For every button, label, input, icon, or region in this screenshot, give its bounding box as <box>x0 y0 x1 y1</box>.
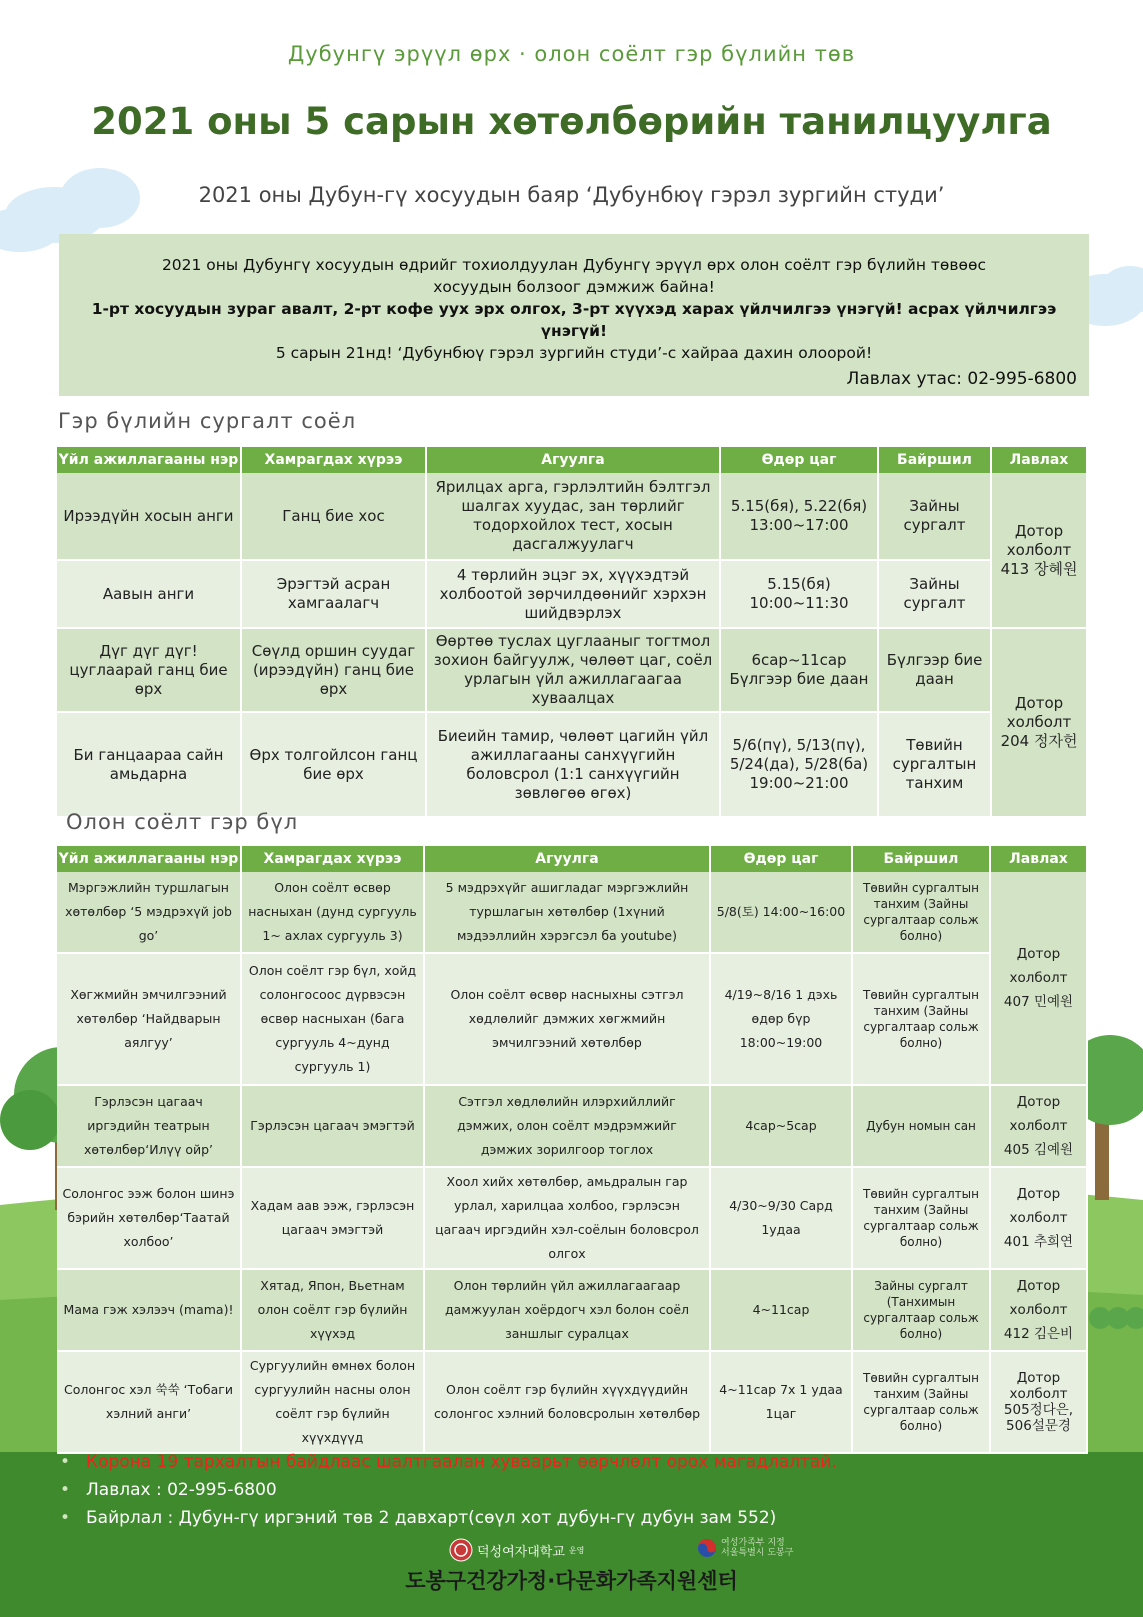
table-header: Агуулга <box>424 846 710 872</box>
program-name: Гэрлэсэн цагаач иргэдийн театрын хөтөлбөр‘Илүү ойр’ <box>57 1085 241 1167</box>
program-name: Аавын анги <box>57 560 241 628</box>
org-line: Дубунгү эрүүл өрх · олон соёлт гэр бүлийн төв <box>287 42 856 66</box>
program-content: Олон төрлийн үйл ажиллагаагаар дамжуулан хоёрдогч хэл болон соёл заншлыг суралцах <box>424 1269 710 1351</box>
footer-notes <box>60 1448 837 1532</box>
program-target: Хятад, Япон, Вьетнам олон соёлт гэр бүлийн хүүхэд <box>241 1269 424 1351</box>
table-row <box>57 953 1087 1085</box>
program-time: 5/8(토) 14:00~16:00 <box>710 872 852 953</box>
table-row <box>57 1269 1087 1351</box>
intro-box <box>59 234 1089 396</box>
ministry-line1: 여성가족부 지정 <box>721 1538 785 1548</box>
table-header: Хамрагдах хүрээ <box>241 846 424 872</box>
page-subtitle: 2021 оны Дубун-гү хосуудын баяр ‘Дубунбюү гэрэл зургийн студи’ <box>198 183 945 207</box>
university-seal-icon <box>449 1538 473 1562</box>
program-contact: Дотор холболт 407 민예원 <box>990 872 1087 1085</box>
program-target: Өрх толгойлсон ганц бие өрх <box>241 712 426 817</box>
program-name: Мэргэжлийн туршлагын хөтөлбөр ‘5 мэдрэхүй job go’ <box>57 872 241 953</box>
program-time: 4/19~8/16 1 дэхь өдөр бүр 18:00~19:00 <box>710 953 852 1085</box>
note-address: • Байрлал : Дубун-гү иргэний төв 2 давхарт(сөүл хот дубун-гү дубун зам 552) <box>60 1504 837 1532</box>
table-header: Хамрагдах хүрээ <box>241 447 426 473</box>
page-title: 2021 оны 5 сарын хөтөлбөрийн танилцуулга <box>91 100 1052 143</box>
program-target: Гэрлэсэн цагаач эмэгтэй <box>241 1085 424 1167</box>
program-time: 5.15(бя), 5.22(бя) 13:00~17:00 <box>720 473 878 560</box>
table-header: Үйл ажиллагааны нэр <box>57 846 241 872</box>
program-contact: Дотор холболт 505정다은, 506설문경 <box>990 1351 1087 1453</box>
program-place: Төвийн сургалтын танхим (Зайны сургалтаар сольж болно) <box>852 1167 990 1269</box>
program-target: Олон соёлт гэр бүл, хойд солонгосоос дүрвэсэн өсвөр насныхан (бага сургууль 4~дунд сургууль 1) <box>241 953 424 1085</box>
program-place: Төвийн сургалтын танхим (Зайны сургалтаар сольж болно) <box>852 953 990 1085</box>
program-place: Дубун номын сан <box>852 1085 990 1167</box>
section-title-family-education: Гэр бүлийн сургалт соёл <box>58 409 357 433</box>
table-header: Агуулга <box>426 447 720 473</box>
program-content: Хоол хийх хөтөлбөр, амьдралын гар урлал, харилцаа холбоо, гэрлэсэн цагаач иргэдийн хэл-соёлын боловсрол олгох <box>424 1167 710 1269</box>
program-time: 5/6(пү), 5/13(пү), 5/24(да), 5/28(ба) 19:00~21:00 <box>720 712 878 817</box>
program-contact: Дотор холболт 412 김은비 <box>990 1269 1087 1351</box>
program-place: Зайны сургалт <box>878 473 991 560</box>
university-role: 운영 <box>568 1545 585 1555</box>
table-row <box>57 1351 1087 1453</box>
program-content: 4 төрлийн эцэг эх, хүүхэдтэй холбоотой зөрчилдөөнийг хэрхэн шийдвэрлэх <box>426 560 720 628</box>
table-header: Үйл ажиллагааны нэр <box>57 447 241 473</box>
program-contact: Дотор холболт 405 김예원 <box>990 1085 1087 1167</box>
program-name: Ирээдүйн хосын анги <box>57 473 241 560</box>
program-content: Сэтгэл хөдлөлийн илэрхийллийг дэмжих, олон соёлт мэдрэмжийг дэмжих зорилгоор тоглох <box>424 1085 710 1167</box>
program-place: Бүлгээр бие даан <box>878 628 991 712</box>
intro-line: 5 сарын 21нд! ‘Дубунбюү гэрэл зургийн студи’-с хайраа дахин олоорой! <box>275 344 873 362</box>
note-covid: • Корона 19 тархалтын байдлаас шалтгаалан хуваарьт өөрчлөлт орох магадлалтай. <box>60 1448 837 1476</box>
taegeuk-icon <box>697 1538 717 1558</box>
program-time: 4~11сар <box>710 1269 852 1351</box>
table-header: Лавлах <box>990 846 1087 872</box>
table-row <box>57 1167 1087 1269</box>
program-contact: Дотор холболт 204 정자헌 <box>991 628 1087 817</box>
program-place: Төвийн сургалтын танхим (Зайны сургалтаар сольж болно) <box>852 872 990 953</box>
program-target: Сөүлд оршин суудаг (ирээдүйн) ганц бие өрх <box>241 628 426 712</box>
program-content: 5 мэдрэхүйг ашигладаг мэргэжлийн туршлагын хөтөлбөр (1хүний мэдээллийн хэрэгсэл ба youtube) <box>424 872 710 953</box>
program-time: 4сар~5сар <box>710 1085 852 1167</box>
logo-row <box>0 1536 1143 1566</box>
program-contact: Дотор холболт 401 추희연 <box>990 1167 1087 1269</box>
ministry-line2: 서울특별시 도봉구 <box>721 1548 794 1558</box>
intro-line-bold: 1-рт хосуудын зураг авалт, 2-рт кофе уух эрх олгох, 3-рт хүүхэд харах үйлчилгээ үнэгүй! асрах үйлчилгээ үнэгүй! <box>91 300 1057 340</box>
ministry-logo <box>697 1538 793 1558</box>
program-name: Дүг дүг дүг! цуглаарай ганц бие өрх <box>57 628 241 712</box>
table-row <box>57 872 1087 953</box>
family-education-table <box>57 447 1088 818</box>
section-title-multicultural: Олон соёлт гэр бүл <box>66 810 299 834</box>
table-header: Байршил <box>852 846 990 872</box>
program-name: Солонгос ээж болон шинэ бэрийн хөтөлбөр‘Таатай холбоо’ <box>57 1167 241 1269</box>
center-name: 도봉구건강가정·다문화가족지원센터 <box>405 1569 738 1593</box>
table-header: Байршил <box>878 447 991 473</box>
program-time: 6сар~11сар Бүлгээр бие даан <box>720 628 878 712</box>
program-time: 5.15(бя) 10:00~11:30 <box>720 560 878 628</box>
table-header: Лавлах <box>991 447 1087 473</box>
program-time: 4/30~9/30 Сард 1удаа <box>710 1167 852 1269</box>
note-phone: • Лавлах : 02-995-6800 <box>60 1476 837 1504</box>
program-target: Ганц бие хос <box>241 473 426 560</box>
table-row <box>57 628 1087 712</box>
program-place: Төвийн сургалтын танхим <box>878 712 991 817</box>
program-name: Мама гэж хэлээч (mama)! <box>57 1269 241 1351</box>
program-contact: Дотор холболт 413 장혜원 <box>991 473 1087 628</box>
program-place: Зайны сургалт (Танхимын сургалтаар сольж болно) <box>852 1269 990 1351</box>
table-header: Өдөр цаг <box>710 846 852 872</box>
table-header: Өдөр цаг <box>720 447 878 473</box>
intro-phone: Лавлах утас: 02-995-6800 <box>846 369 1077 389</box>
program-target: Олон соёлт өсвөр насныхан (дунд сургууль 1~ ахлах сургууль 3) <box>241 872 424 953</box>
program-content: Өөртөө туслах цуглааныг тогтмол зохион байгуулж, чөлөөт цаг, соёл урлагын үйл ажиллагаагаа хуваалцах <box>426 628 720 712</box>
table-row <box>57 560 1087 628</box>
program-place: Төвийн сургалтын танхим (Зайны сургалтаар сольж болно) <box>852 1351 990 1453</box>
table-row <box>57 473 1087 560</box>
program-target: Эрэгтэй асран хамгаалагч <box>241 560 426 628</box>
program-place: Зайны сургалт <box>878 560 991 628</box>
program-time: 4~11сар 7х 1 удаа 1цаг <box>710 1351 852 1453</box>
program-content: Ярилцах арга, гэрлэлтийн бэлтгэл шалгах хуудас, зан төрлийг тодорхойлох тест, хосын дасгалжуулагч <box>426 473 720 560</box>
program-target: Сургуулийн өмнөх болон сургуулийн насны олон соёлт гэр бүлийн хүүхдүүд <box>241 1351 424 1453</box>
intro-line: 2021 оны Дубунгү хосуудын өдрийг тохиолдуулан Дубунгү эрүүл өрх олон соёлт гэр бүлийн төвөөс <box>161 256 987 274</box>
table-row <box>57 1085 1087 1167</box>
table-row <box>57 712 1087 817</box>
program-name: Хөгжмийн эмчилгээний хөтөлбөр ‘Найдварын аялгуу’ <box>57 953 241 1085</box>
program-content: Биеийн тамир, чөлөөт цагийн үйл ажиллагааны санхүүгийн боловсрол (1:1 санхүүгийн зөвлөгөө өгөх) <box>426 712 720 817</box>
program-target: Хадам аав ээж, гэрлэсэн цагаач эмэгтэй <box>241 1167 424 1269</box>
program-name: Би ганцаараа сайн амьдарна <box>57 712 241 817</box>
intro-line: хосуудын болзоог дэмжиж байна! <box>433 278 715 296</box>
program-content: Олон соёлт гэр бүлийн хүүхдүүдийн солонгос хэлний боловсролын хөтөлбөр <box>424 1351 710 1453</box>
university-logo <box>449 1538 584 1562</box>
multicultural-table <box>57 846 1088 1454</box>
university-name: 덕성여자대학교 <box>477 1544 565 1560</box>
program-name: Солонгос хэл 쑥쑥 ‘Тобаги хэлний анги’ <box>57 1351 241 1453</box>
program-content: Олон соёлт өсвөр насныхны сэтгэл хөдлөлийг дэмжих хөгжмийн эмчилгээний хөтөлбөр <box>424 953 710 1085</box>
